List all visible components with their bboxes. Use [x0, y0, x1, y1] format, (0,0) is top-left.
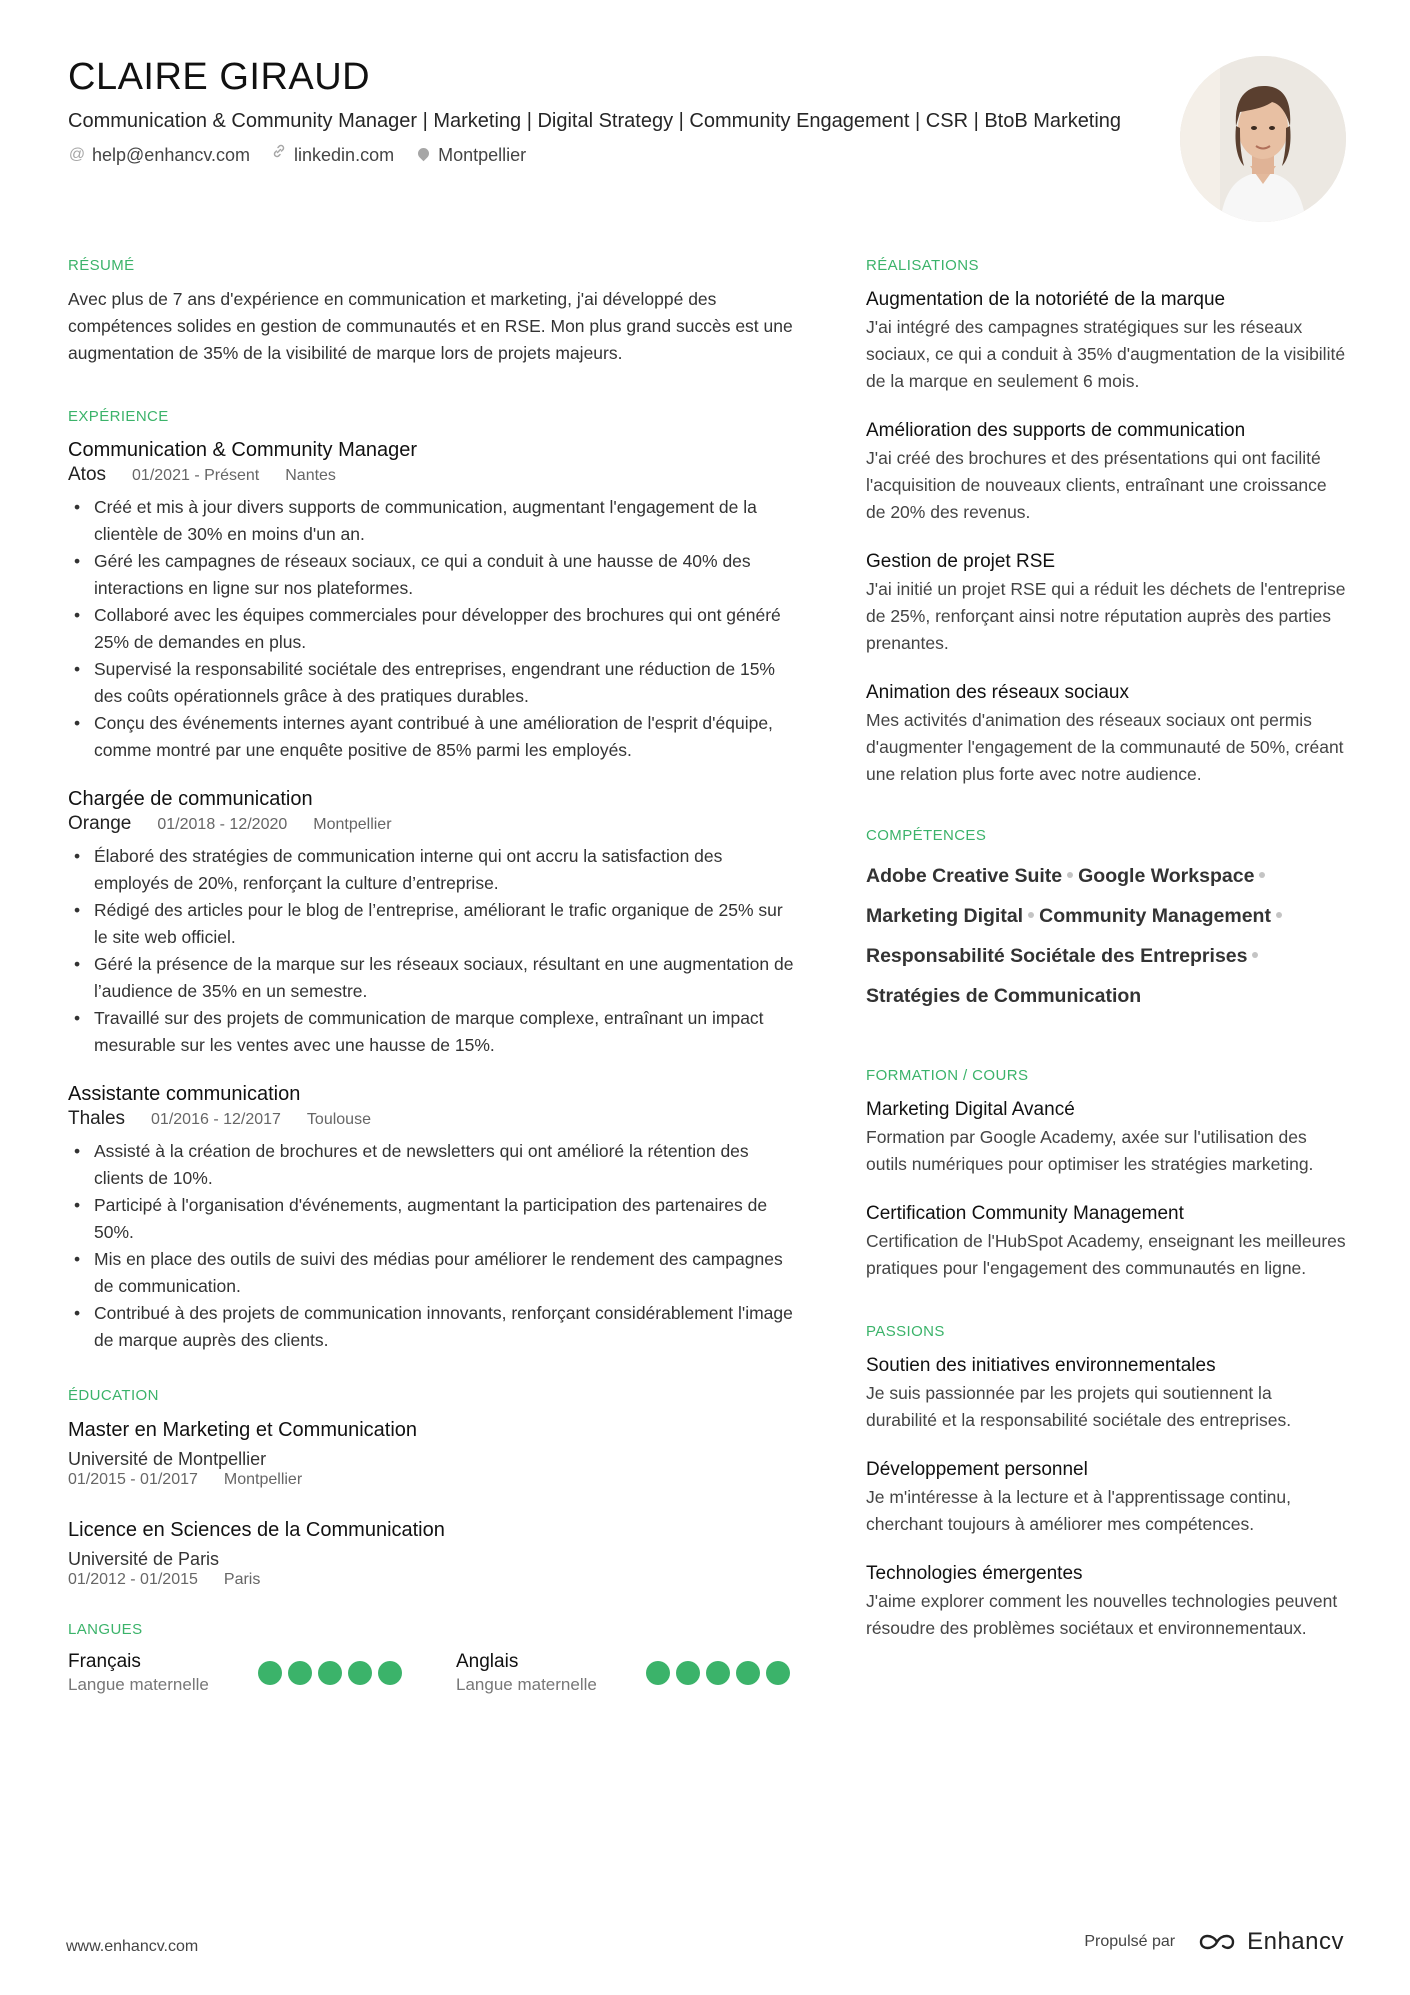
resume-section [68, 256, 798, 367]
skills-list [866, 856, 1346, 1016]
proficiency-dot [258, 1661, 282, 1685]
proficiency-dot [766, 1661, 790, 1685]
proficiency-dot [676, 1661, 700, 1685]
section-title-education: ÉDUCATION [68, 1387, 159, 1404]
job-bullets [68, 494, 798, 764]
job-dates: 01/2021 - Présent [132, 467, 260, 484]
skill-tag: Community Management [1039, 905, 1271, 927]
job-company: Thales [68, 1108, 126, 1129]
link-icon [270, 142, 288, 168]
job-entry [68, 1081, 798, 1354]
education-meta [68, 1470, 798, 1490]
language-entry [456, 1650, 790, 1696]
education-dates: 01/2012 - 01/2015 [68, 1571, 198, 1588]
skills-row [866, 936, 1346, 976]
training-item [866, 1200, 1346, 1282]
proficiency-dot [706, 1661, 730, 1685]
education-dates: 01/2015 - 01/2017 [68, 1471, 198, 1488]
profile-photo [1180, 56, 1346, 222]
training-desc: Certification de l'HubSpot Academy, enseignant les meilleures pratiques pour l'engagement des communautés en ligne. [866, 1231, 1346, 1278]
language-entry [68, 1650, 402, 1696]
proficiency-dot [378, 1661, 402, 1685]
achievement-title: Augmentation de la notoriété de la marque [866, 289, 1226, 310]
linkedin-text: linkedin.com [294, 145, 395, 165]
job-bullet: • Assisté à la création de brochures et de newsletters qui ont amélioré la rétention des clients de 10%. [68, 1138, 798, 1192]
left-column [68, 256, 798, 1736]
achievements-section [866, 256, 1346, 788]
skill-tag: Stratégies de Communication [866, 985, 1142, 1007]
training-title: Marketing Digital Avancé [866, 1099, 1075, 1120]
language-level: Langue maternelle [68, 1675, 209, 1694]
job-meta [68, 463, 798, 488]
language-name: Français [68, 1651, 141, 1672]
languages-section [68, 1620, 798, 1696]
education-degree: Master en Marketing et Communication [68, 1419, 418, 1441]
achievement-desc: J'ai initié un projet RSE qui a réduit les déchets de l'entreprise de 25%, renforçant ainsi notre réputation auprès des parties prenantes. [866, 579, 1346, 653]
job-bullet: • Contribué à des projets de communication innovants, renforçant considérablement l'image de marque auprès des clients. [68, 1300, 798, 1354]
job-title: Communication & Community Manager [68, 439, 418, 461]
right-column [866, 256, 1346, 1682]
job-bullet: • Collaboré avec les équipes commerciales pour développer des brochures qui ont généré 25% de demandes en plus. [68, 602, 798, 656]
proficiency-dot [318, 1661, 342, 1685]
job-location: Nantes [285, 467, 336, 484]
job-bullet: • Géré la présence de la marque sur les réseaux sociaux, résultant en une augmentation de l’audience de 35% en un semestre. [68, 951, 798, 1005]
passions-section [866, 1322, 1346, 1642]
achievement-title: Amélioration des supports de communication [866, 420, 1246, 441]
education-meta [68, 1570, 798, 1590]
resume-header [68, 52, 1148, 168]
job-entry [68, 437, 798, 764]
candidate-name: CLAIRE GIRAUD [68, 56, 371, 98]
section-title-achievements: RÉALISATIONS [866, 257, 979, 274]
languages-list [68, 1650, 798, 1696]
education-school: Université de Paris [68, 1549, 220, 1569]
job-bullet: • Créé et mis à jour divers supports de communication, augmentant l'engagement de la clientèle de 30% en moins d'un an. [68, 494, 798, 548]
contact-info [68, 142, 1148, 168]
education-degree: Licence en Sciences de la Communication [68, 1519, 445, 1541]
brand-name: Enhancv [1247, 1928, 1344, 1955]
location-pin-icon [414, 142, 432, 168]
passion-title: Technologies émergentes [866, 1563, 1083, 1584]
achievement-desc: J'ai créé des brochures et des présentations qui ont facilité l'acquisition de nouveaux clients, entraînant une croissance de 20% des revenus. [866, 448, 1327, 522]
proficiency-dot [348, 1661, 372, 1685]
skill-tag: Marketing Digital [866, 905, 1024, 927]
passion-item [866, 1560, 1346, 1642]
achievement-item [866, 679, 1346, 788]
proficiency-dot [646, 1661, 670, 1685]
job-bullets [68, 1138, 798, 1354]
skill-tag: Google Workspace [1078, 865, 1255, 887]
achievement-title: Gestion de projet RSE [866, 551, 1056, 572]
language-proficiency-dots [646, 1661, 790, 1685]
location-text: Montpellier [438, 145, 527, 165]
enhancv-logo[interactable] [1195, 1928, 1344, 1956]
contact-location [414, 142, 526, 168]
job-dates: 01/2016 - 12/2017 [151, 1111, 281, 1128]
job-bullet: • Rédigé des articles pour le blog de l’entreprise, améliorant le trafic organique de 25% sur le site web officiel. [68, 897, 798, 951]
education-location: Paris [223, 1571, 261, 1588]
passion-item [866, 1456, 1346, 1538]
job-bullet: • Mis en place des outils de suivi des médias pour améliorer le rendement des campagnes de communication. [68, 1246, 798, 1300]
achievement-item [866, 286, 1346, 395]
job-location: Montpellier [313, 816, 392, 833]
training-section [866, 1066, 1346, 1282]
education-section [68, 1386, 798, 1590]
passion-desc: Je m'intéresse à la lecture et à l'apprentissage continu, cherchant toujours à améliorer mes compétences. [866, 1487, 1291, 1534]
section-title-passions: PASSIONS [866, 1323, 945, 1340]
proficiency-dot [736, 1661, 760, 1685]
job-bullet: • Supervisé la responsabilité sociétale des entreprises, engendrant une réduction de 15% des coûts opérationnels grâce à des pratiques durables. [68, 656, 798, 710]
enhancv-logo-icon [1195, 1930, 1239, 1954]
headline: Communication & Community Manager | Marketing | Digital Strategy | Community Engagement | CSR | BtoB Marketing [68, 110, 1122, 132]
training-desc: Formation par Google Academy, axée sur l'utilisation des outils numériques pour optimiser les stratégies marketing. [866, 1127, 1314, 1174]
contact-email[interactable] [68, 142, 250, 168]
section-title-training: FORMATION / COURS [866, 1067, 1029, 1084]
passion-title: Développement personnel [866, 1459, 1088, 1480]
job-bullets [68, 843, 798, 1059]
achievement-item [866, 417, 1346, 526]
passion-desc: Je suis passionnée par les projets qui soutiennent la durabilité et la responsabilité sociétale des entreprises. [866, 1383, 1292, 1430]
section-title-experience: EXPÉRIENCE [68, 408, 169, 425]
achievement-title: Animation des réseaux sociaux [866, 682, 1129, 703]
education-entry [68, 1516, 798, 1590]
powered-by-label: Propulsé par [1084, 1933, 1176, 1950]
language-name: Anglais [456, 1651, 519, 1672]
job-bullet: • Géré les campagnes de réseaux sociaux, ce qui a conduit à une hausse de 40% des interactions en ligne sur nos plateformes. [68, 548, 798, 602]
experience-section [68, 407, 798, 1354]
achievement-item [866, 548, 1346, 657]
language-proficiency-dots [258, 1661, 402, 1685]
job-company: Atos [68, 464, 107, 485]
email-text: help@enhancv.com [92, 145, 251, 165]
section-title-skills: COMPÉTENCES [866, 827, 987, 844]
job-bullet: • Conçu des événements internes ayant contribué à une amélioration de l'esprit d'équipe, comme montré par une enquête positive de 85% parmi les employés. [68, 710, 798, 764]
job-location: Toulouse [306, 1111, 371, 1128]
job-meta [68, 1107, 798, 1132]
passion-item [866, 1352, 1346, 1434]
section-title-languages: LANGUES [68, 1621, 143, 1638]
job-entry [68, 786, 798, 1059]
achievement-desc: Mes activités d'animation des réseaux sociaux ont permis d'augmenter l'engagement de la communauté de 50%, créant une relation plus forte avec notre audience. [866, 710, 1344, 784]
section-title-resume: RÉSUMÉ [68, 257, 135, 274]
language-level: Langue maternelle [456, 1675, 597, 1694]
training-item [866, 1096, 1346, 1178]
passion-title: Soutien des initiatives environnementales [866, 1355, 1216, 1376]
education-school: Université de Montpellier [68, 1449, 267, 1469]
contact-linkedin[interactable] [270, 142, 394, 168]
education-location: Montpellier [223, 1471, 303, 1488]
footer-branding [1084, 1928, 1344, 1956]
job-company: Orange [68, 813, 132, 834]
job-title: Assistante communication [68, 1083, 301, 1105]
skills-section [866, 826, 1346, 1016]
skill-tag: Responsabilité Sociétale des Entreprises [866, 945, 1248, 967]
job-meta [68, 812, 798, 837]
skills-row [866, 896, 1346, 936]
job-title: Chargée de communication [68, 788, 313, 810]
education-entry [68, 1416, 798, 1490]
at-icon: @ [68, 146, 86, 163]
resume-summary: Avec plus de 7 ans d'expérience en communication et marketing, j'ai développé des compétences solides en gestion de communautés et en RSE. Mon plus grand succès est une augmentation de 35% de la visibilité de marque lors de projets majeurs. [68, 289, 793, 363]
skills-row [866, 856, 1346, 896]
footer-website[interactable]: www.enhancv.com [66, 1938, 199, 1955]
skills-row [866, 976, 1346, 1016]
passion-desc: J'aime explorer comment les nouvelles technologies peuvent résoudre des problèmes sociétaux et environnementaux. [866, 1591, 1338, 1638]
achievement-desc: J'ai intégré des campagnes stratégiques sur les réseaux sociaux, ce qui a conduit à 35% d'augmentation de la visibilité de la marque en seulement 6 mois. [866, 317, 1346, 391]
skill-tag: Adobe Creative Suite [866, 865, 1063, 887]
training-title: Certification Community Management [866, 1203, 1184, 1224]
job-dates: 01/2018 - 12/2020 [157, 816, 288, 833]
proficiency-dot [288, 1661, 312, 1685]
job-bullet: • Participé à l'organisation d'événements, augmentant la participation des partenaires de 50%. [68, 1192, 798, 1246]
job-bullet: • Élaboré des stratégies de communication interne qui ont accru la satisfaction des employés de 20%, renforçant la culture d’entreprise. [68, 843, 798, 897]
job-bullet: • Travaillé sur des projets de communication de marque complexe, entraînant un impact mesurable sur les ventes avec une hausse de 15%. [68, 1005, 798, 1059]
